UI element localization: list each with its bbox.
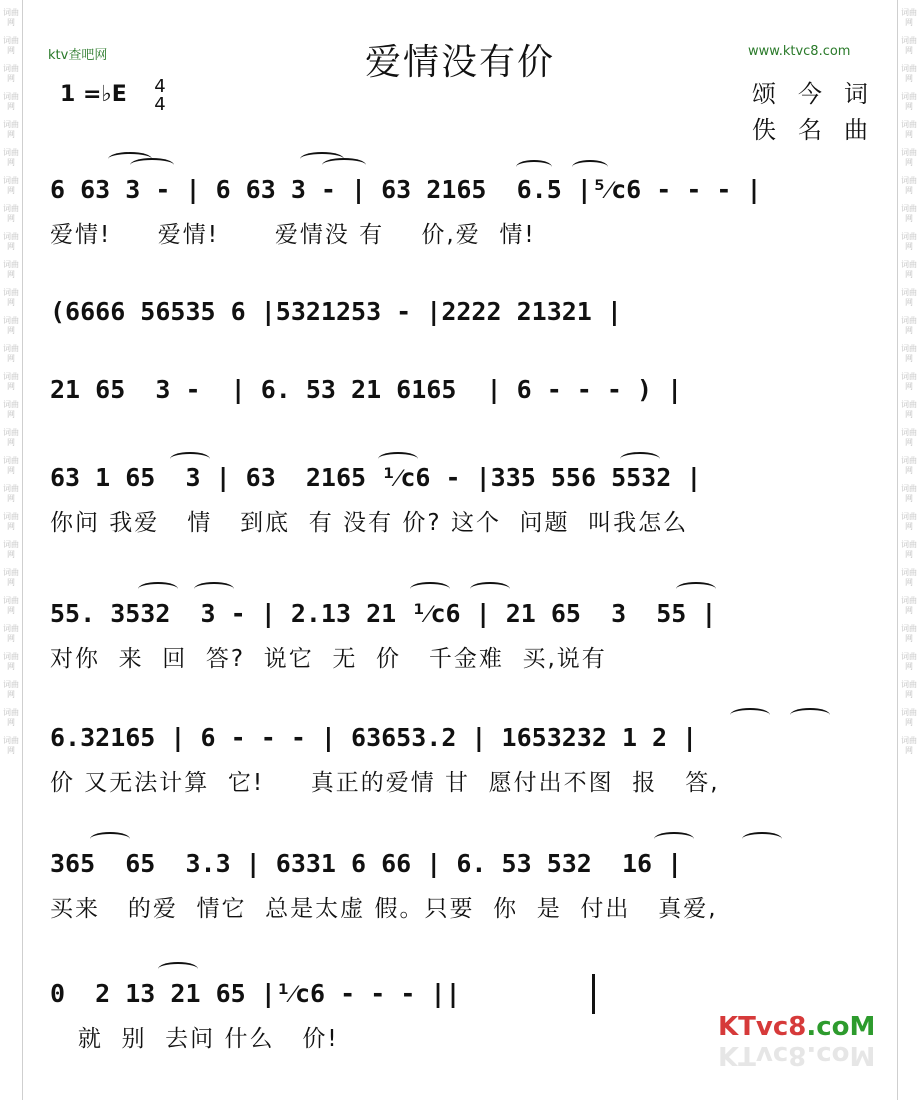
watermark-text: 词曲网 [3, 652, 19, 671]
watermark-text: 词曲网 [3, 36, 19, 55]
watermark-text: 词曲网 [901, 204, 917, 223]
watermark-text: 词曲网 [901, 344, 917, 363]
notation-row: 6.32165 | 6 - - - | 63653.2 | 1653232 1 2 | [50, 723, 698, 752]
watermark-text: 词曲网 [3, 428, 19, 447]
notation-row: (6666 56535 6 |5321253 - |2222 21321 | [50, 297, 622, 326]
watermark-text: 词曲网 [901, 316, 917, 335]
watermark-text: 词曲网 [3, 176, 19, 195]
slur-mark [516, 160, 552, 174]
lyric-row: 爱情! 爱情! 爱情没 有 价,爱 情! [50, 222, 536, 248]
watermark-text: 词曲网 [901, 92, 917, 111]
watermark-text: 词曲网 [3, 484, 19, 503]
slur-mark [742, 832, 782, 846]
slur-mark [130, 158, 174, 172]
watermark-text: 词曲网 [3, 456, 19, 475]
slur-mark [170, 452, 210, 466]
watermark-text: 词曲网 [901, 456, 917, 475]
watermark-text: 词曲网 [901, 232, 917, 251]
slur-mark [676, 582, 716, 596]
slur-mark [730, 708, 770, 722]
watermark-text: 词曲网 [901, 680, 917, 699]
notation-row: 21 65 3 - | 6. 53 21 6165 | 6 - - - ) | [50, 375, 683, 404]
song-title: 爱情没有价 [364, 42, 555, 83]
watermark-text: 词曲网 [901, 624, 917, 643]
final-barline [592, 974, 595, 1014]
watermark-text: 词曲网 [901, 596, 917, 615]
watermark-text: 词曲网 [901, 120, 917, 139]
watermark-text: 词曲网 [901, 64, 917, 83]
lyric-row: 价 又无法计算 它! 真正的爱情 甘 愿付出不图 报 答, [50, 770, 720, 796]
notation-row: 6 63 3 - | 6 63 3 - | 63 2165 6.5 |⁵⁄c6 - - - | [50, 175, 762, 204]
time-signature [150, 78, 170, 114]
watermark-text: 词曲网 [3, 372, 19, 391]
score-line-7 [50, 844, 885, 923]
watermark-text: 词曲网 [901, 708, 917, 727]
watermark-text: 词曲网 [3, 624, 19, 643]
watermark-text: 词曲网 [901, 288, 917, 307]
logo-text-a: KTvc8 [718, 1040, 807, 1070]
watermark-text: 词曲网 [3, 568, 19, 587]
slur-mark [322, 158, 366, 172]
slur-mark [138, 582, 178, 596]
watermark-text: 词曲网 [3, 64, 19, 83]
watermark-text: 词曲网 [901, 736, 917, 755]
score-line-3 [50, 370, 885, 410]
key-signature: 1 =♭E [60, 82, 127, 107]
watermark-text: 词曲网 [901, 540, 917, 559]
slur-mark [470, 582, 510, 596]
watermark-text: 词曲网 [3, 92, 19, 111]
lyric-row: 就 别 去问 什么 价! [50, 1026, 339, 1052]
watermark-text: 词曲网 [3, 540, 19, 559]
watermark-text: 词曲网 [3, 120, 19, 139]
notation-row: 55. 3532 3 - | 2.13 21 ¹⁄c6 | 21 65 3 55 | [50, 599, 717, 628]
watermark-text: 词曲网 [3, 736, 19, 755]
notation-row: 365 65 3.3 | 6331 6 66 | 6. 53 532 16 | [50, 849, 683, 878]
watermark-text: 词曲网 [901, 428, 917, 447]
watermark-text: 词曲网 [901, 148, 917, 167]
watermark-text: 词曲网 [901, 260, 917, 279]
watermark-text: 词曲网 [901, 512, 917, 531]
right-watermark-strip [897, 0, 920, 1100]
watermark-text: 词曲网 [3, 148, 19, 167]
logo-reflection [718, 1040, 875, 1070]
watermark-text: 词曲网 [901, 176, 917, 195]
watermark-text: 词曲网 [3, 288, 19, 307]
score-line-6 [50, 718, 885, 797]
watermark-text: 词曲网 [3, 344, 19, 363]
notation-row: 0 2 13 21 65 |¹⁄c6 - - - || [50, 979, 461, 1008]
slur-mark [654, 832, 694, 846]
watermark-text: 词曲网 [901, 36, 917, 55]
slur-mark [158, 962, 198, 976]
score-line-1 [50, 170, 885, 249]
watermark-text: 词曲网 [901, 484, 917, 503]
site-label-right: www.ktvc8.com [748, 44, 851, 59]
score-line-4 [50, 458, 885, 537]
watermark-text: 词曲网 [3, 708, 19, 727]
site-label-left: ktv查吧网 [48, 48, 108, 63]
score-line-2 [50, 292, 885, 332]
lyric-row: 对你 来 回 答? 说它 无 价 千金难 买,说有 [50, 646, 607, 672]
watermark-text: 词曲网 [3, 204, 19, 223]
time-numerator: 4 [154, 76, 166, 97]
watermark-text: 词曲网 [3, 596, 19, 615]
ktvc8-logo [718, 1012, 875, 1042]
watermark-text: 词曲网 [901, 400, 917, 419]
lyricist-credit: 颂今词 [752, 80, 890, 108]
watermark-text: 词曲网 [901, 652, 917, 671]
lyric-row: 买来 的爱 情它 总是太虚 假。只要 你 是 付出 真爱, [50, 896, 718, 922]
watermark-text: 词曲网 [901, 372, 917, 391]
watermark-text: 词曲网 [3, 232, 19, 251]
slur-mark [410, 582, 450, 596]
logo-text-a: KTvc8 [718, 1012, 807, 1042]
watermark-text: 词曲网 [901, 8, 917, 27]
slur-mark [620, 452, 660, 466]
logo-text-b: .coM [806, 1040, 876, 1070]
watermark-text: 词曲网 [3, 316, 19, 335]
watermark-text: 词曲网 [3, 512, 19, 531]
slur-mark [790, 708, 830, 722]
watermark-text: 词曲网 [3, 260, 19, 279]
lyric-row: 你问 我爱 情 到底 有 没有 价? 这个 问题 叫我怎么 [50, 510, 689, 536]
composer-credit: 佚名曲 [752, 116, 890, 144]
slur-mark [194, 582, 234, 596]
time-denominator: 4 [154, 94, 166, 115]
watermark-text: 词曲网 [3, 680, 19, 699]
watermark-text: 词曲网 [3, 8, 19, 27]
slur-mark [90, 832, 130, 846]
watermark-text: 词曲网 [901, 568, 917, 587]
score-line-5 [50, 594, 885, 673]
slur-mark [378, 452, 418, 466]
watermark-text: 词曲网 [3, 400, 19, 419]
notation-row: 63 1 65 3 | 63 2165 ¹⁄c6 - |335 556 5532 | [50, 463, 702, 492]
left-watermark-strip [0, 0, 23, 1100]
slur-mark [572, 160, 608, 174]
logo-text-b: .coM [806, 1012, 876, 1042]
